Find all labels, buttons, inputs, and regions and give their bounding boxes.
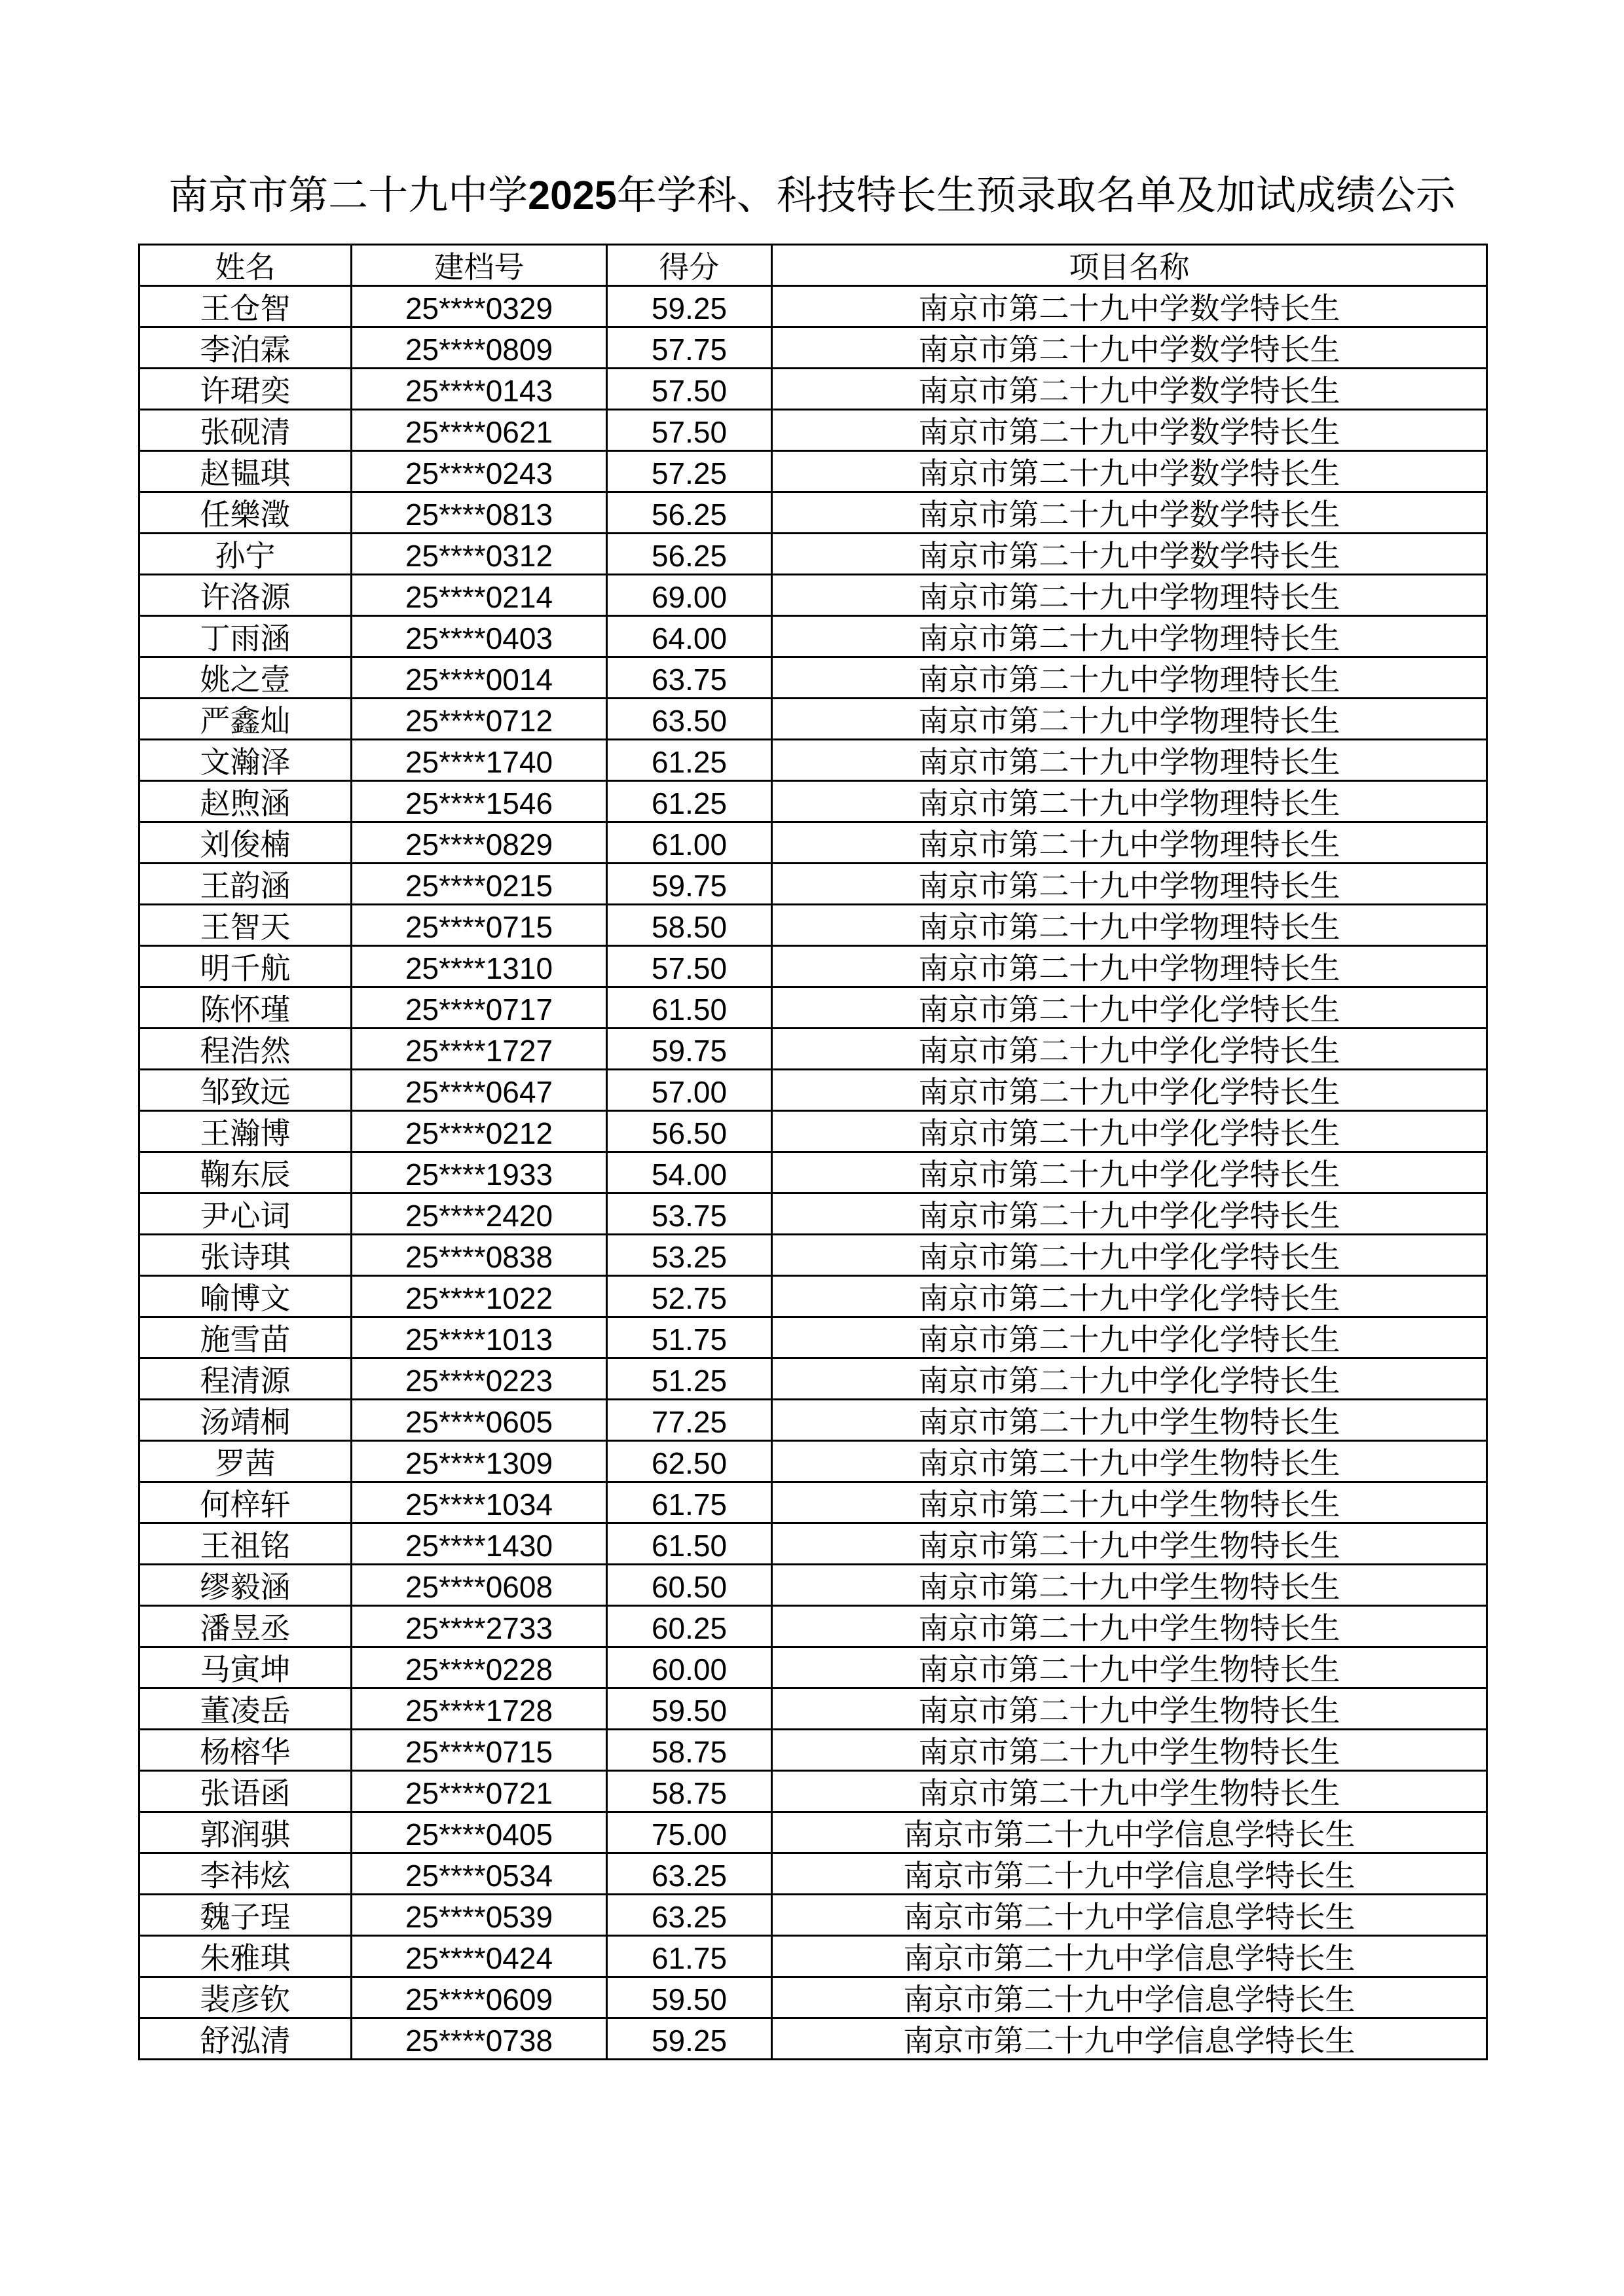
student-name: 王瀚博	[139, 1111, 352, 1152]
table-row	[139, 1152, 1487, 1194]
file-number: 25****0215	[352, 864, 607, 905]
table-row	[139, 1400, 1487, 1441]
student-name: 郭润骐	[139, 1812, 352, 1853]
program-name: 南京市第二十九中学数学特长生	[772, 327, 1487, 369]
score: 59.75	[607, 864, 772, 905]
table-row	[139, 987, 1487, 1029]
program-name: 南京市第二十九中学信息学特长生	[772, 1812, 1487, 1853]
student-name: 李泊霖	[139, 327, 352, 369]
score: 56.50	[607, 1111, 772, 1152]
student-name: 赵煦涵	[139, 781, 352, 822]
program-name: 南京市第二十九中学生物特长生	[772, 1565, 1487, 1606]
file-number: 25****0212	[352, 1111, 607, 1152]
program-name: 南京市第二十九中学物理特长生	[772, 905, 1487, 946]
table-row	[139, 1688, 1487, 1730]
file-number: 25****2420	[352, 1194, 607, 1235]
score: 57.50	[607, 369, 772, 410]
program-name: 南京市第二十九中学化学特长生	[772, 1152, 1487, 1194]
title-year: 2025	[528, 173, 617, 217]
program-name: 南京市第二十九中学化学特长生	[772, 1029, 1487, 1070]
file-number: 25****0621	[352, 410, 607, 451]
file-number: 25****0609	[352, 1977, 607, 2018]
file-number: 25****1022	[352, 1276, 607, 1317]
program-name: 南京市第二十九中学生物特长生	[772, 1441, 1487, 1482]
score: 56.25	[607, 534, 772, 575]
file-number: 25****0605	[352, 1400, 607, 1441]
program-name: 南京市第二十九中学化学特长生	[772, 1358, 1487, 1400]
student-name: 明千航	[139, 946, 352, 987]
table-row	[139, 1771, 1487, 1812]
table-row	[139, 1358, 1487, 1400]
student-name: 孙宁	[139, 534, 352, 575]
header-score: 得分	[607, 245, 772, 286]
table-row	[139, 1070, 1487, 1111]
table-row	[139, 1895, 1487, 1936]
score: 57.25	[607, 451, 772, 492]
score: 57.00	[607, 1070, 772, 1111]
file-number: 25****0014	[352, 657, 607, 699]
program-name: 南京市第二十九中学生物特长生	[772, 1523, 1487, 1565]
file-number: 25****0424	[352, 1936, 607, 1977]
program-name: 南京市第二十九中学信息学特长生	[772, 1853, 1487, 1895]
table-row	[139, 1111, 1487, 1152]
student-name: 马寅坤	[139, 1647, 352, 1688]
program-name: 南京市第二十九中学生物特长生	[772, 1400, 1487, 1441]
program-name: 南京市第二十九中学物理特长生	[772, 781, 1487, 822]
student-name: 邹致远	[139, 1070, 352, 1111]
student-name: 汤靖桐	[139, 1400, 352, 1441]
file-number: 25****0647	[352, 1070, 607, 1111]
file-number: 25****1727	[352, 1029, 607, 1070]
score: 58.75	[607, 1771, 772, 1812]
file-number: 25****0608	[352, 1565, 607, 1606]
table-row	[139, 740, 1487, 781]
program-name: 南京市第二十九中学数学特长生	[772, 451, 1487, 492]
score: 59.50	[607, 1688, 772, 1730]
student-name: 舒泓清	[139, 2018, 352, 2060]
table-row	[139, 369, 1487, 410]
table-row	[139, 575, 1487, 616]
program-name: 南京市第二十九中学化学特长生	[772, 1235, 1487, 1276]
score: 61.25	[607, 781, 772, 822]
score: 60.50	[607, 1565, 772, 1606]
score: 69.00	[607, 575, 772, 616]
file-number: 25****0809	[352, 327, 607, 369]
score: 64.00	[607, 616, 772, 657]
program-name: 南京市第二十九中学生物特长生	[772, 1606, 1487, 1647]
program-name: 南京市第二十九中学生物特长生	[772, 1482, 1487, 1523]
score: 58.75	[607, 1730, 772, 1771]
score: 61.75	[607, 1936, 772, 1977]
student-name: 丁雨涵	[139, 616, 352, 657]
file-number: 25****1933	[352, 1152, 607, 1194]
score: 63.75	[607, 657, 772, 699]
program-name: 南京市第二十九中学物理特长生	[772, 575, 1487, 616]
student-name: 潘昱丞	[139, 1606, 352, 1647]
student-name: 张诗琪	[139, 1235, 352, 1276]
score: 75.00	[607, 1812, 772, 1853]
score: 59.50	[607, 1977, 772, 2018]
score: 51.25	[607, 1358, 772, 1400]
student-name: 王韵涵	[139, 864, 352, 905]
student-name: 李祎炫	[139, 1853, 352, 1895]
score: 59.25	[607, 2018, 772, 2060]
program-name: 南京市第二十九中学数学特长生	[772, 369, 1487, 410]
table-row	[139, 451, 1487, 492]
program-name: 南京市第二十九中学信息学特长生	[772, 1977, 1487, 2018]
student-name: 裴彦钦	[139, 1977, 352, 2018]
table-row	[139, 864, 1487, 905]
table-header-row	[139, 245, 1487, 286]
table-row	[139, 1647, 1487, 1688]
program-name: 南京市第二十九中学化学特长生	[772, 1111, 1487, 1152]
student-name: 施雪苗	[139, 1317, 352, 1358]
student-name: 许洛源	[139, 575, 352, 616]
file-number: 25****0403	[352, 616, 607, 657]
student-name: 程清源	[139, 1358, 352, 1400]
admission-table	[138, 244, 1488, 2060]
score: 61.50	[607, 987, 772, 1029]
table-row	[139, 1812, 1487, 1853]
file-number: 25****0539	[352, 1895, 607, 1936]
table-row	[139, 946, 1487, 987]
student-name: 赵韫琪	[139, 451, 352, 492]
table-row	[139, 1029, 1487, 1070]
file-number: 25****1013	[352, 1317, 607, 1358]
table-row	[139, 327, 1487, 369]
table-row	[139, 1441, 1487, 1482]
file-number: 25****0829	[352, 822, 607, 864]
program-name: 南京市第二十九中学数学特长生	[772, 286, 1487, 327]
student-name: 魏子珵	[139, 1895, 352, 1936]
program-name: 南京市第二十九中学物理特长生	[772, 822, 1487, 864]
student-name: 何梓轩	[139, 1482, 352, 1523]
table-row	[139, 1317, 1487, 1358]
file-number: 25****1728	[352, 1688, 607, 1730]
program-name: 南京市第二十九中学化学特长生	[772, 987, 1487, 1029]
table-row	[139, 699, 1487, 740]
student-name: 许珺奕	[139, 369, 352, 410]
file-number: 25****0813	[352, 492, 607, 534]
table-row	[139, 1977, 1487, 2018]
student-name: 杨榕华	[139, 1730, 352, 1771]
score: 62.50	[607, 1441, 772, 1482]
student-name: 王祖铭	[139, 1523, 352, 1565]
score: 60.25	[607, 1606, 772, 1647]
table-row	[139, 1606, 1487, 1647]
table-row	[139, 905, 1487, 946]
program-name: 南京市第二十九中学生物特长生	[772, 1730, 1487, 1771]
program-name: 南京市第二十九中学物理特长生	[772, 616, 1487, 657]
program-name: 南京市第二十九中学物理特长生	[772, 657, 1487, 699]
file-number: 25****0214	[352, 575, 607, 616]
score: 53.75	[607, 1194, 772, 1235]
header-file-number: 建档号	[352, 245, 607, 286]
score: 61.25	[607, 740, 772, 781]
table-row	[139, 1853, 1487, 1895]
program-name: 南京市第二十九中学生物特长生	[772, 1647, 1487, 1688]
table-row	[139, 410, 1487, 451]
program-name: 南京市第二十九中学数学特长生	[772, 534, 1487, 575]
file-number: 25****0715	[352, 1730, 607, 1771]
file-number: 25****1309	[352, 1441, 607, 1482]
file-number: 25****0717	[352, 987, 607, 1029]
file-number: 25****0712	[352, 699, 607, 740]
header-program: 项目名称	[772, 245, 1487, 286]
score: 53.25	[607, 1235, 772, 1276]
student-name: 董凌岳	[139, 1688, 352, 1730]
file-number: 25****1310	[352, 946, 607, 987]
file-number: 25****1430	[352, 1523, 607, 1565]
file-number: 25****0329	[352, 286, 607, 327]
student-name: 尹心词	[139, 1194, 352, 1235]
student-name: 严鑫灿	[139, 699, 352, 740]
header-name: 姓名	[139, 245, 352, 286]
program-name: 南京市第二十九中学信息学特长生	[772, 1895, 1487, 1936]
score: 59.75	[607, 1029, 772, 1070]
student-name: 张砚清	[139, 410, 352, 451]
program-name: 南京市第二十九中学数学特长生	[772, 410, 1487, 451]
score: 57.50	[607, 410, 772, 451]
file-number: 25****0838	[352, 1235, 607, 1276]
score: 63.50	[607, 699, 772, 740]
score: 54.00	[607, 1152, 772, 1194]
file-number: 25****0405	[352, 1812, 607, 1853]
program-name: 南京市第二十九中学物理特长生	[772, 740, 1487, 781]
student-name: 罗茜	[139, 1441, 352, 1482]
table-row	[139, 1936, 1487, 1977]
file-number: 25****0721	[352, 1771, 607, 1812]
score: 51.75	[607, 1317, 772, 1358]
file-number: 25****0715	[352, 905, 607, 946]
score: 77.25	[607, 1400, 772, 1441]
page-title	[0, 164, 1624, 227]
program-name: 南京市第二十九中学生物特长生	[772, 1771, 1487, 1812]
file-number: 25****2733	[352, 1606, 607, 1647]
student-name: 刘俊楠	[139, 822, 352, 864]
table-row	[139, 286, 1487, 327]
file-number: 25****0243	[352, 451, 607, 492]
score: 58.50	[607, 905, 772, 946]
program-name: 南京市第二十九中学化学特长生	[772, 1194, 1487, 1235]
score: 57.75	[607, 327, 772, 369]
table-row	[139, 1523, 1487, 1565]
table-row	[139, 1194, 1487, 1235]
program-name: 南京市第二十九中学物理特长生	[772, 699, 1487, 740]
table-row	[139, 657, 1487, 699]
table-row	[139, 492, 1487, 534]
file-number: 25****1034	[352, 1482, 607, 1523]
table-row	[139, 1565, 1487, 1606]
score: 59.25	[607, 286, 772, 327]
score: 63.25	[607, 1853, 772, 1895]
table-row	[139, 616, 1487, 657]
program-name: 南京市第二十九中学物理特长生	[772, 946, 1487, 987]
student-name: 朱雅琪	[139, 1936, 352, 1977]
table-row	[139, 1276, 1487, 1317]
score: 61.75	[607, 1482, 772, 1523]
score: 63.25	[607, 1895, 772, 1936]
student-name: 陈怀瑾	[139, 987, 352, 1029]
table-row	[139, 781, 1487, 822]
program-name: 南京市第二十九中学生物特长生	[772, 1688, 1487, 1730]
title-prefix: 南京市第二十九中学	[168, 172, 528, 219]
student-name: 程浩然	[139, 1029, 352, 1070]
file-number: 25****0228	[352, 1647, 607, 1688]
student-name: 姚之壹	[139, 657, 352, 699]
file-number: 25****1546	[352, 781, 607, 822]
student-name: 文瀚泽	[139, 740, 352, 781]
student-name: 王智天	[139, 905, 352, 946]
student-name: 任樂澂	[139, 492, 352, 534]
student-name: 王仓智	[139, 286, 352, 327]
table-row	[139, 1235, 1487, 1276]
student-name: 鞠东辰	[139, 1152, 352, 1194]
program-name: 南京市第二十九中学化学特长生	[772, 1276, 1487, 1317]
program-name: 南京市第二十九中学物理特长生	[772, 864, 1487, 905]
file-number: 25****0143	[352, 369, 607, 410]
score: 60.00	[607, 1647, 772, 1688]
score: 57.50	[607, 946, 772, 987]
score: 61.00	[607, 822, 772, 864]
file-number: 25****0223	[352, 1358, 607, 1400]
program-name: 南京市第二十九中学信息学特长生	[772, 1936, 1487, 1977]
program-name: 南京市第二十九中学数学特长生	[772, 492, 1487, 534]
program-name: 南京市第二十九中学化学特长生	[772, 1317, 1487, 1358]
table-row	[139, 534, 1487, 575]
table-row	[139, 1482, 1487, 1523]
table-row	[139, 2018, 1487, 2060]
table-row	[139, 822, 1487, 864]
program-name: 南京市第二十九中学化学特长生	[772, 1070, 1487, 1111]
student-name: 缪毅涵	[139, 1565, 352, 1606]
file-number: 25****0534	[352, 1853, 607, 1895]
score: 61.50	[607, 1523, 772, 1565]
file-number: 25****0738	[352, 2018, 607, 2060]
student-name: 喻博文	[139, 1276, 352, 1317]
student-name: 张语函	[139, 1771, 352, 1812]
program-name: 南京市第二十九中学信息学特长生	[772, 2018, 1487, 2060]
title-suffix: 年学科、科技特长生预录取名单及加试成绩公示	[616, 172, 1456, 219]
score: 56.25	[607, 492, 772, 534]
score: 52.75	[607, 1276, 772, 1317]
file-number: 25****1740	[352, 740, 607, 781]
table-row	[139, 1730, 1487, 1771]
file-number: 25****0312	[352, 534, 607, 575]
